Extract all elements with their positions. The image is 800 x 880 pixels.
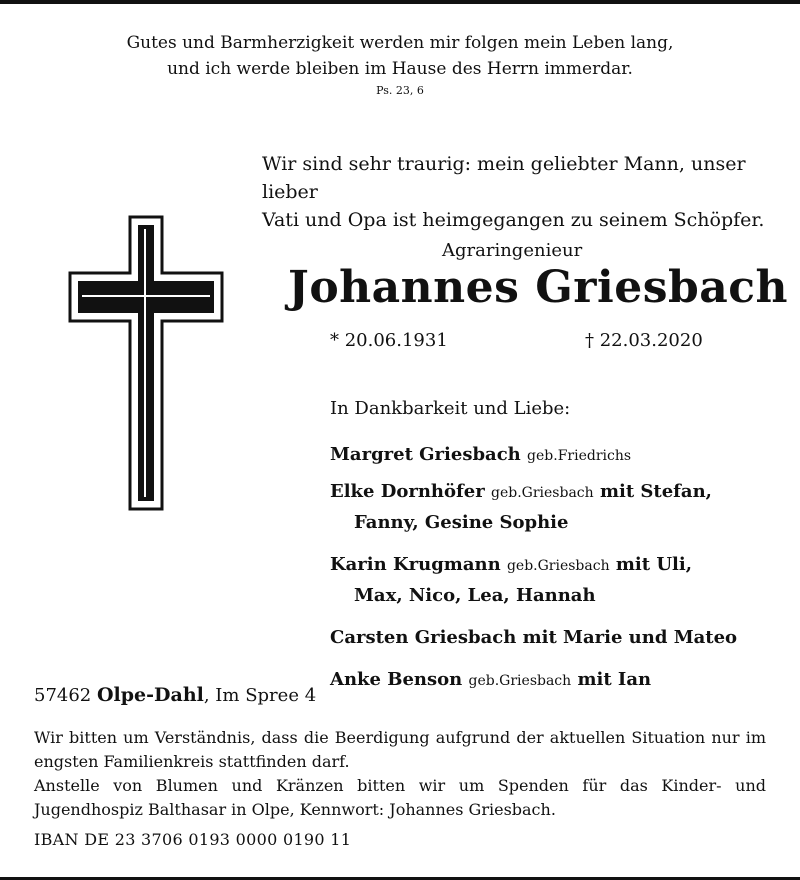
intro-text <box>262 150 782 234</box>
mourner-name: Karin Krugmann <box>330 554 501 575</box>
notice-paragraph-1: Wir bitten um Verständnis, dass die Beerdigung aufgrund der aktuellen Situation nur im engsten Familienkreis stattfinden darf. <box>34 728 766 771</box>
mourner-name: Carsten Griesbach mit Marie und Mateo <box>330 627 738 648</box>
mourner-name: Elke Dornhöfer <box>330 481 485 502</box>
verse-line-2: und ich werde bleiben im Hause des Herrn immerdar. <box>167 59 633 79</box>
verse-reference: Ps. 23, 6 <box>376 84 424 97</box>
mourner-continuation: Max, Nico, Lea, Hannah <box>354 585 596 606</box>
street: , Im Spree 4 <box>203 685 317 706</box>
list-item <box>330 440 790 471</box>
postal-code: 57462 <box>34 685 92 706</box>
city: Olpe-Dahl <box>97 684 204 706</box>
list-item <box>330 623 790 653</box>
list-item <box>330 665 790 696</box>
maiden-name: geb.Griesbach <box>491 485 594 501</box>
maiden-name: geb.Griesbach <box>468 673 572 689</box>
funeral-notice <box>34 726 766 822</box>
mourner-with: mit Uli, <box>615 554 692 575</box>
mourner-name: Margret Griesbach <box>330 444 521 465</box>
top-rule <box>0 0 800 4</box>
mourner-with: mit Ian <box>577 669 652 690</box>
list-item <box>330 550 790 611</box>
cross-icon <box>68 215 224 511</box>
intro-line-2: Vati und Opa ist heimgegangen zu seinem Schöpfer. <box>262 209 765 231</box>
thanks-line: In Dankbarkeit und Liebe: <box>330 398 571 419</box>
verse-line-1: Gutes und Barmherzigkeit werden mir folgen mein Leben lang, <box>126 33 674 53</box>
mourner-name: Anke Benson <box>330 669 463 690</box>
deceased-name: Johannes Griesbach <box>288 262 789 313</box>
death-date: † 22.03.2020 <box>585 330 703 351</box>
family-list <box>330 440 790 696</box>
maiden-name: geb.Friedrichs <box>527 448 632 464</box>
list-item <box>330 477 790 538</box>
address <box>34 684 316 706</box>
birth-date: * 20.06.1931 <box>330 330 448 351</box>
mourner-with: mit Stefan, <box>599 481 712 502</box>
maiden-name: geb.Griesbach <box>506 558 610 574</box>
notice-paragraph-2: Anstelle von Blumen und Kränzen bitten wir um Spenden für das Kinder- und Jugendhospiz Balthasar in Olpe, Kennwort: Johannes Griesbach. <box>34 776 766 819</box>
intro-line-1: Wir sind sehr traurig: mein geliebter Mann, unser lieber <box>262 153 746 203</box>
iban: IBAN DE 23 3706 0193 0000 0190 11 <box>34 830 352 849</box>
bible-verse <box>0 30 800 100</box>
mourner-continuation: Fanny, Gesine Sophie <box>354 512 569 533</box>
profession: Agraringenieur <box>442 240 583 261</box>
